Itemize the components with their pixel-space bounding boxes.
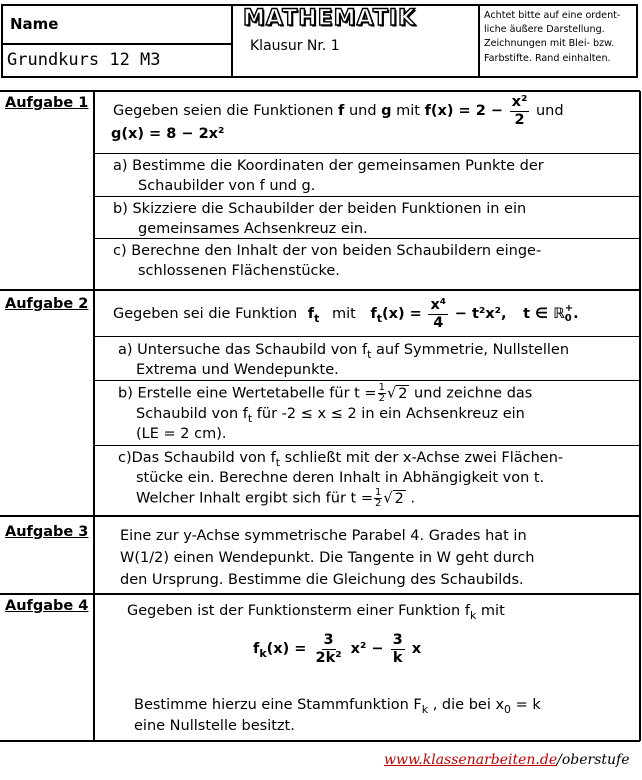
footer-site[interactable]: www.klassenarbeiten.de [384,752,558,768]
formula-f: f(x) = 2 − [424,103,504,119]
func-name: f [338,103,345,119]
intro-text: Gegeben seien die Funktionen [113,103,334,119]
item-line: Extrema und Wendepunkte. [136,362,339,378]
task-separator [0,593,640,595]
func-letter: f [370,306,377,322]
formula-fraction [428,298,448,330]
fraction-numerator: 1 [374,487,382,498]
formula-fraction [314,633,344,665]
formula-part: (x) = [382,306,422,322]
intro-text: Gegeben sei die Funktion [113,306,298,322]
fraction-denominator: 2 [514,111,525,128]
item-line: W(1/2) einen Wendepunkt. Die Tangente in W geht durch [120,550,535,566]
intro-text: und [535,103,564,119]
right-rule [639,91,641,741]
domain-end: . [573,306,579,322]
item-text: b) Erstelle eine Wertetabelle für t = [118,385,377,402]
item-text: Bestimme hierzu eine Stammfunktion F [134,697,422,713]
domain-set: t ∈ ℝ [523,306,565,322]
item-text: mit [476,603,505,619]
func-subscript: t [314,311,320,325]
sqrt-radicand: 2 [398,385,408,402]
note-line: liche äußere Darstellung. [484,24,605,36]
fraction-denominator: 2 [374,498,382,509]
item-text: auf Symmetrie, Nullstellen [371,342,570,358]
task-1-item-b [113,199,526,239]
sqrt-radicand: 2 [394,490,404,507]
header-divider-2 [478,4,480,78]
item-rule [94,380,640,381]
exam-title: Klausur Nr. 1 [250,38,340,54]
fraction-denominator: 2 [378,393,385,404]
item-rule [94,153,640,154]
item-subscript: 0 [504,702,512,716]
intro-text: mit [331,306,356,322]
sqrt: √ 2 [383,490,404,507]
item-line [118,340,569,360]
task-1-item-c [113,241,541,281]
formula-fraction [391,633,405,665]
item-text: schließt mit der x-Achse zwei Flächen- [280,450,564,466]
main-bottom-rule [0,740,640,742]
name-label: Name [10,15,59,33]
func-subscript: t [376,311,383,325]
item-text: . [405,490,416,507]
formula-g: g(x) = 8 − 2x² [111,126,225,142]
formula-part: − t²x², [454,306,507,322]
fraction [378,383,386,404]
intro-text: und [348,103,377,119]
formula-lhs [253,641,307,660]
func-letter: f [307,306,315,322]
item-subscript: t [275,455,281,469]
formula-ft [370,306,422,325]
task-2-item-b [118,383,532,444]
domain-sup: + [564,303,574,314]
task-4-line-1 [127,601,505,621]
task-3-text [120,525,534,591]
item-text: Gegeben ist der Funktionsterm einer Funktion f [127,603,470,619]
item-line [118,448,563,468]
header-note [484,9,620,66]
item-rule [94,445,640,446]
item-line: Schaubilder von f und g. [138,178,316,194]
item-subscript: k [469,608,477,622]
formula-fraction [510,95,530,127]
fraction-numerator: 1 [378,382,385,393]
item-rule [94,196,640,197]
note-line: Zeichnungen mit Blei- bzw. [484,38,615,50]
formula-part: x [411,641,422,657]
item-text: = k [511,697,541,713]
fraction-numerator: x⁴ [430,297,447,313]
task-label-1: Aufgabe 1 [5,95,89,111]
task-1-item-a [113,156,544,196]
func-name [307,306,320,325]
task-separator [0,515,640,517]
item-line [118,404,532,424]
subject-logo: MATHEMATIK [243,6,417,31]
intro-text: mit [396,103,420,119]
course-label: Grundkurs 12 M3 [7,50,161,70]
item-line: a) Bestimme die Koordinaten der gemeinsamen Punkte der [113,158,544,174]
fraction-numerator: 3 [323,632,334,648]
task-4-formula [253,633,421,665]
footer-suffix: /oberstufe [557,752,630,768]
task-label-2: Aufgabe 2 [5,296,89,312]
sqrt: √ 2 [386,385,408,402]
item-text: und zeichne das [409,385,533,402]
func-subscript: k [259,646,267,660]
note-line: Farbstifte. Rand einhalten. [484,52,611,64]
header-name-divider [1,43,232,45]
item-text: für -2 ≤ x ≤ 2 in ein Achsenkreuz ein [252,406,525,422]
item-line: b) Skizziere die Schaubilder der beiden Funktionen in ein [113,201,527,217]
func-name: g [381,103,392,119]
domain [523,303,579,324]
task-2-intro [113,298,579,330]
item-rule [94,336,640,337]
item-subscript: t [247,411,253,425]
formula-part: x² − [350,641,384,657]
item-line: gemeinsames Achsenkreuz ein. [138,221,368,237]
item-text: Schaubild von f [136,406,248,422]
item-line [118,383,532,404]
item-line: (LE = 2 cm). [136,426,227,442]
note-line: Achtet bitte auf eine ordent- [484,10,621,21]
main-top-rule [0,90,640,92]
fraction-numerator: 3 [392,632,403,648]
item-line: schlossenen Flächenstücke. [138,263,340,279]
func-letter: f [253,641,260,657]
item-line: c) Berechne den Inhalt der von beiden Schaubildern einge- [113,243,542,259]
formula-part: (x) = [266,641,307,657]
fraction [374,488,382,509]
task-2-item-a [118,340,569,380]
item-text: a) Untersuche das Schaubild von f [118,342,368,358]
fraction-numerator: x² [511,94,528,110]
item-line: den Ursprung. Bestimme die Gleichung des Schaubilds. [120,572,524,588]
task-1-intro [113,95,564,127]
task-label-4: Aufgabe 4 [5,598,89,614]
item-subscript: k [421,702,429,716]
footer-link[interactable] [384,752,630,768]
item-text: , die bei x [428,697,505,713]
task-4-line-2 [134,695,541,715]
task-separator [0,289,640,291]
fraction-denominator: 4 [433,314,444,331]
item-text: Welcher Inhalt ergibt sich für t = [136,490,373,507]
item-line: stücke ein. Berechne deren Inhalt in Abhängigkeit von t. [136,470,545,486]
label-column-rule [93,91,95,741]
header-divider-1 [231,4,233,78]
domain-sub: 0 [564,313,572,324]
item-text: c)Das Schaubild von f [118,450,276,466]
item-line: Eine zur y-Achse symmetrische Parabel 4. Grades hat in [120,528,527,544]
task-2-item-c [118,448,563,509]
task-label-3: Aufgabe 3 [5,524,89,540]
item-line [118,488,563,509]
item-subscript: t [367,347,372,361]
task-4-line-3: eine Nullstelle besitzt. [134,718,295,734]
fraction-denominator: 2k² [315,649,342,666]
fraction-denominator: k [392,649,403,666]
